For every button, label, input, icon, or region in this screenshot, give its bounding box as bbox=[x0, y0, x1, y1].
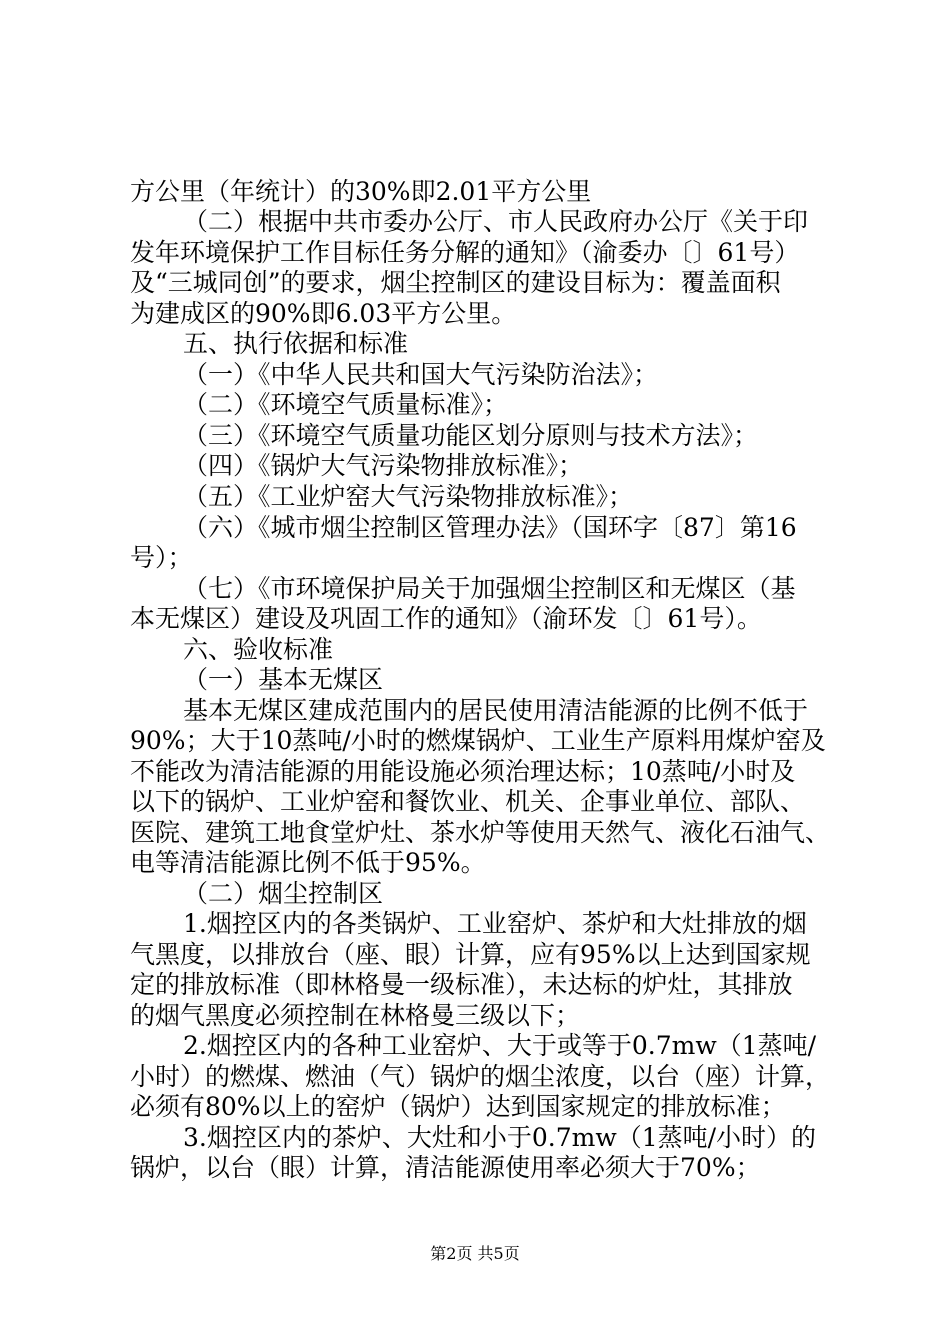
text-line-27: 定的排放标准（即林格曼一级标准），未达标的炉灶，其排放 bbox=[130, 970, 793, 999]
text-line-15: 本无煤区）建设及巩固工作的通知》（渝环发〔〕61号）。 bbox=[130, 604, 762, 633]
text-line-21: 以下的锅炉、工业炉窑和餐饮业、机关、企事业单位、部队、 bbox=[130, 787, 806, 816]
text-line-23: 电等清洁能源比例不低于95%。 bbox=[130, 848, 486, 877]
text-line-26: 气黑度，以排放台（座、眼）计算，应有95%以上达到国家规 bbox=[130, 940, 811, 969]
section-heading-6: 六、验收标准 bbox=[183, 635, 334, 664]
text-line-2: （二）根据中共市委办公厅、市人民政府办公厅《关于印 bbox=[183, 207, 809, 236]
text-line-32: 3.烟控区内的茶炉、大灶和小于0.7mw（1蒸吨/小时）的 bbox=[183, 1123, 817, 1152]
text-line-25: 1.烟控区内的各类锅炉、工业窑炉、茶炉和大灶排放的烟 bbox=[183, 909, 807, 938]
text-line-33: 锅炉，以台（眼）计算，清洁能源使用率必须大于70%； bbox=[130, 1153, 761, 1182]
page-number-footer: 第2页 共5页 bbox=[430, 1244, 520, 1263]
text-line-29: 2.烟控区内的各种工业窑炉、大于或等于0.7mw（1蒸吨/ bbox=[183, 1031, 817, 1060]
text-line-20: 不能改为清洁能源的用能设施必须治理达标；10蒸吨/小时及 bbox=[130, 757, 796, 786]
text-line-8: （二）《环境空气质量标准》； bbox=[183, 390, 509, 419]
text-line-11: （五）《工业炉窑大气污染物排放标准》； bbox=[183, 482, 634, 511]
subsection-heading-1: （一）基本无煤区 bbox=[183, 665, 384, 694]
text-line-12: （六）《城市烟尘控制区管理办法》（国环字〔87〕第16 bbox=[183, 513, 797, 542]
text-line-28: 的烟气黑度必须控制在林格曼三级以下； bbox=[130, 1001, 581, 1030]
text-line-5: 为建成区的90%即6.03平方公里。 bbox=[130, 299, 517, 328]
text-line-13: 号）； bbox=[130, 543, 193, 572]
text-line-9: （三）《环境空气质量功能区划分原则与技术方法》； bbox=[183, 421, 759, 450]
text-line-3: 发年环境保护工作目标任务分解的通知》（渝委办〔〕61号） bbox=[130, 238, 800, 267]
text-line-1: 方公里（年统计）的30%即2.01平方公里 bbox=[130, 177, 592, 206]
section-heading-5: 五、执行依据和标准 bbox=[183, 329, 409, 358]
text-line-4: 及“三城同创”的要求，烟尘控制区的建设目标为：覆盖面积 bbox=[130, 268, 781, 297]
text-line-30: 小时）的燃煤、燃油（气）锅炉的烟尘浓度，以台（座）计算， bbox=[130, 1062, 831, 1091]
text-line-31: 必须有80%以上的窑炉（锅炉）达到国家规定的排放标准； bbox=[130, 1092, 786, 1121]
text-line-19: 90%；大于10蒸吨/小时的燃煤锅炉、工业生产原料用煤炉窑及 bbox=[130, 726, 826, 755]
text-line-18: 基本无煤区建成范围内的居民使用清洁能源的比例不低于 bbox=[183, 696, 809, 725]
subsection-heading-2: （二）烟尘控制区 bbox=[183, 879, 384, 908]
text-line-10: （四）《锅炉大气污染物排放标准》； bbox=[183, 451, 584, 480]
text-line-7: （一）《中华人民共和国大气污染防治法》； bbox=[183, 360, 659, 389]
text-line-22: 医院、建筑工地食堂炉灶、茶水炉等使用天然气、液化石油气、 bbox=[130, 818, 831, 847]
text-line-14: （七）《市环境保护局关于加强烟尘控制区和无煤区（基 bbox=[183, 574, 796, 603]
